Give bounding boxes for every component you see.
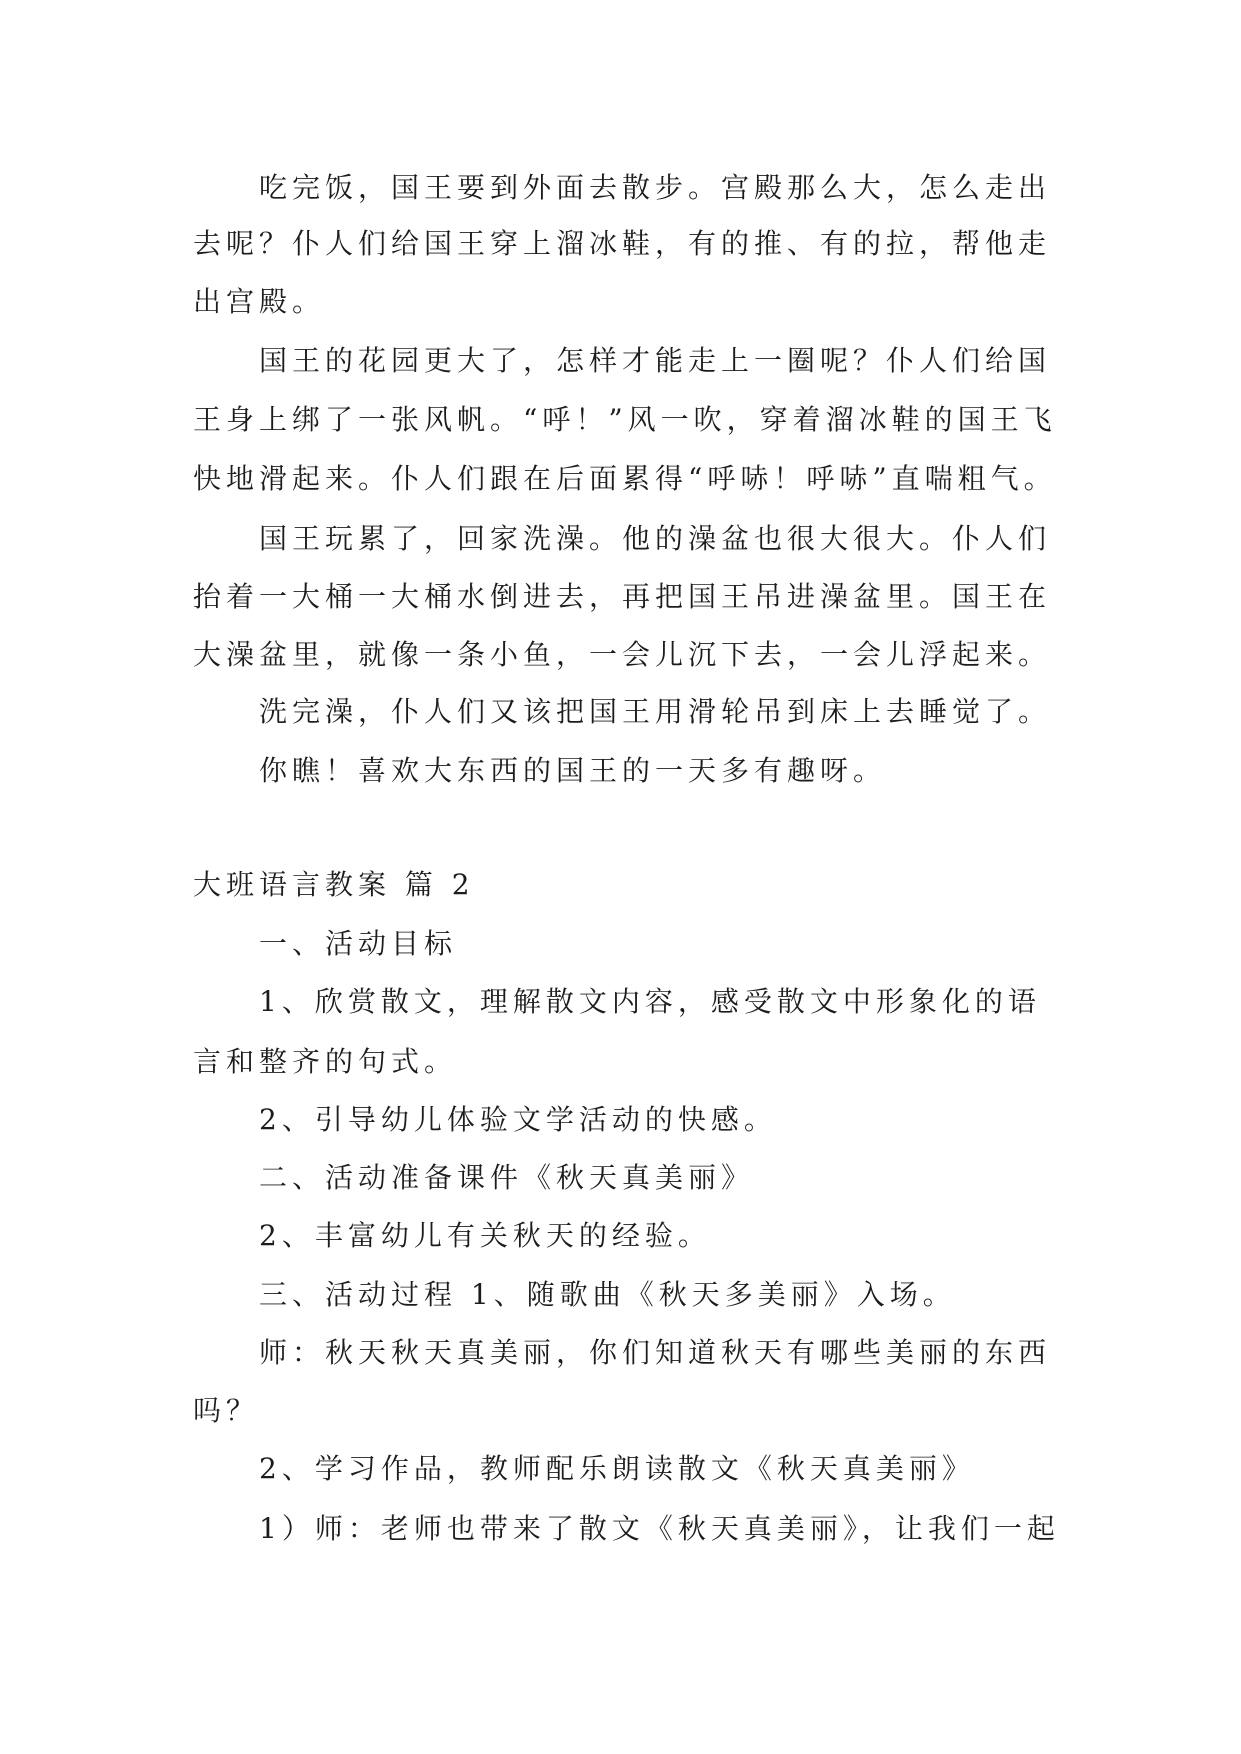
lesson-line: 言和整齐的句式。 [193, 1045, 458, 1078]
story-line: 你瞧！喜欢大东西的国王的一天多有趣呀。 [259, 754, 887, 787]
lesson-line: 2、引导幼儿体验文学活动的快感。 [259, 1103, 777, 1136]
story-line: 去呢？仆人们给国王穿上溜冰鞋，有的推、有的拉，帮他走 [193, 227, 1052, 260]
story-line: 国王玩累了，回家洗澡。他的澡盆也很大很大。仆人们 [259, 522, 1052, 555]
lesson-line: 2、丰富幼儿有关秋天的经验。 [259, 1219, 711, 1252]
story-line: 吃完饭，国王要到外面去散步。宫殿那么大，怎么走出 [259, 171, 1052, 204]
story-line: 大澡盆里，就像一条小鱼，一会儿沉下去，一会儿浮起来。 [193, 638, 1052, 671]
story-line: 出宫殿。 [193, 285, 326, 318]
lesson-line: 一、活动目标 [259, 927, 458, 960]
story-line: 国王的花园更大了，怎样才能走上一圈呢？仆人们给国 [259, 344, 1052, 377]
story-line: 快地滑起来。仆人们跟在后面累得“呼哧！呼哧”直喘粗气。 [193, 462, 1057, 495]
lesson-line: 三、活动过程 1、随歌曲《秋天多美丽》入场。 [259, 1278, 956, 1311]
lesson-line: 师：秋天秋天真美丽，你们知道秋天有哪些美丽的东西 [259, 1336, 1052, 1369]
lesson-line: 1）师：老师也带来了散文《秋天真美丽》，让我们一起 [259, 1512, 1060, 1545]
story-line: 洗完澡，仆人们又该把国王用滑轮吊到床上去睡觉了。 [259, 695, 1052, 728]
story-line: 王身上绑了一张风帆。“呼！”风一吹，穿着溜冰鞋的国王飞 [193, 403, 1057, 436]
section-heading: 大班语言教案 篇 2 [193, 868, 475, 901]
lesson-line: 2、学习作品，教师配乐朗读散文《秋天真美丽》 [259, 1452, 975, 1485]
lesson-line: 二、活动准备课件《秋天真美丽》 [259, 1161, 755, 1194]
story-line: 抬着一大桶一大桶水倒进去，再把国王吊进澡盆里。国王在 [193, 580, 1052, 613]
lesson-line: 吗？ [193, 1394, 260, 1427]
lesson-line: 1、欣赏散文，理解散文内容，感受散文中形象化的语 [259, 985, 1041, 1018]
